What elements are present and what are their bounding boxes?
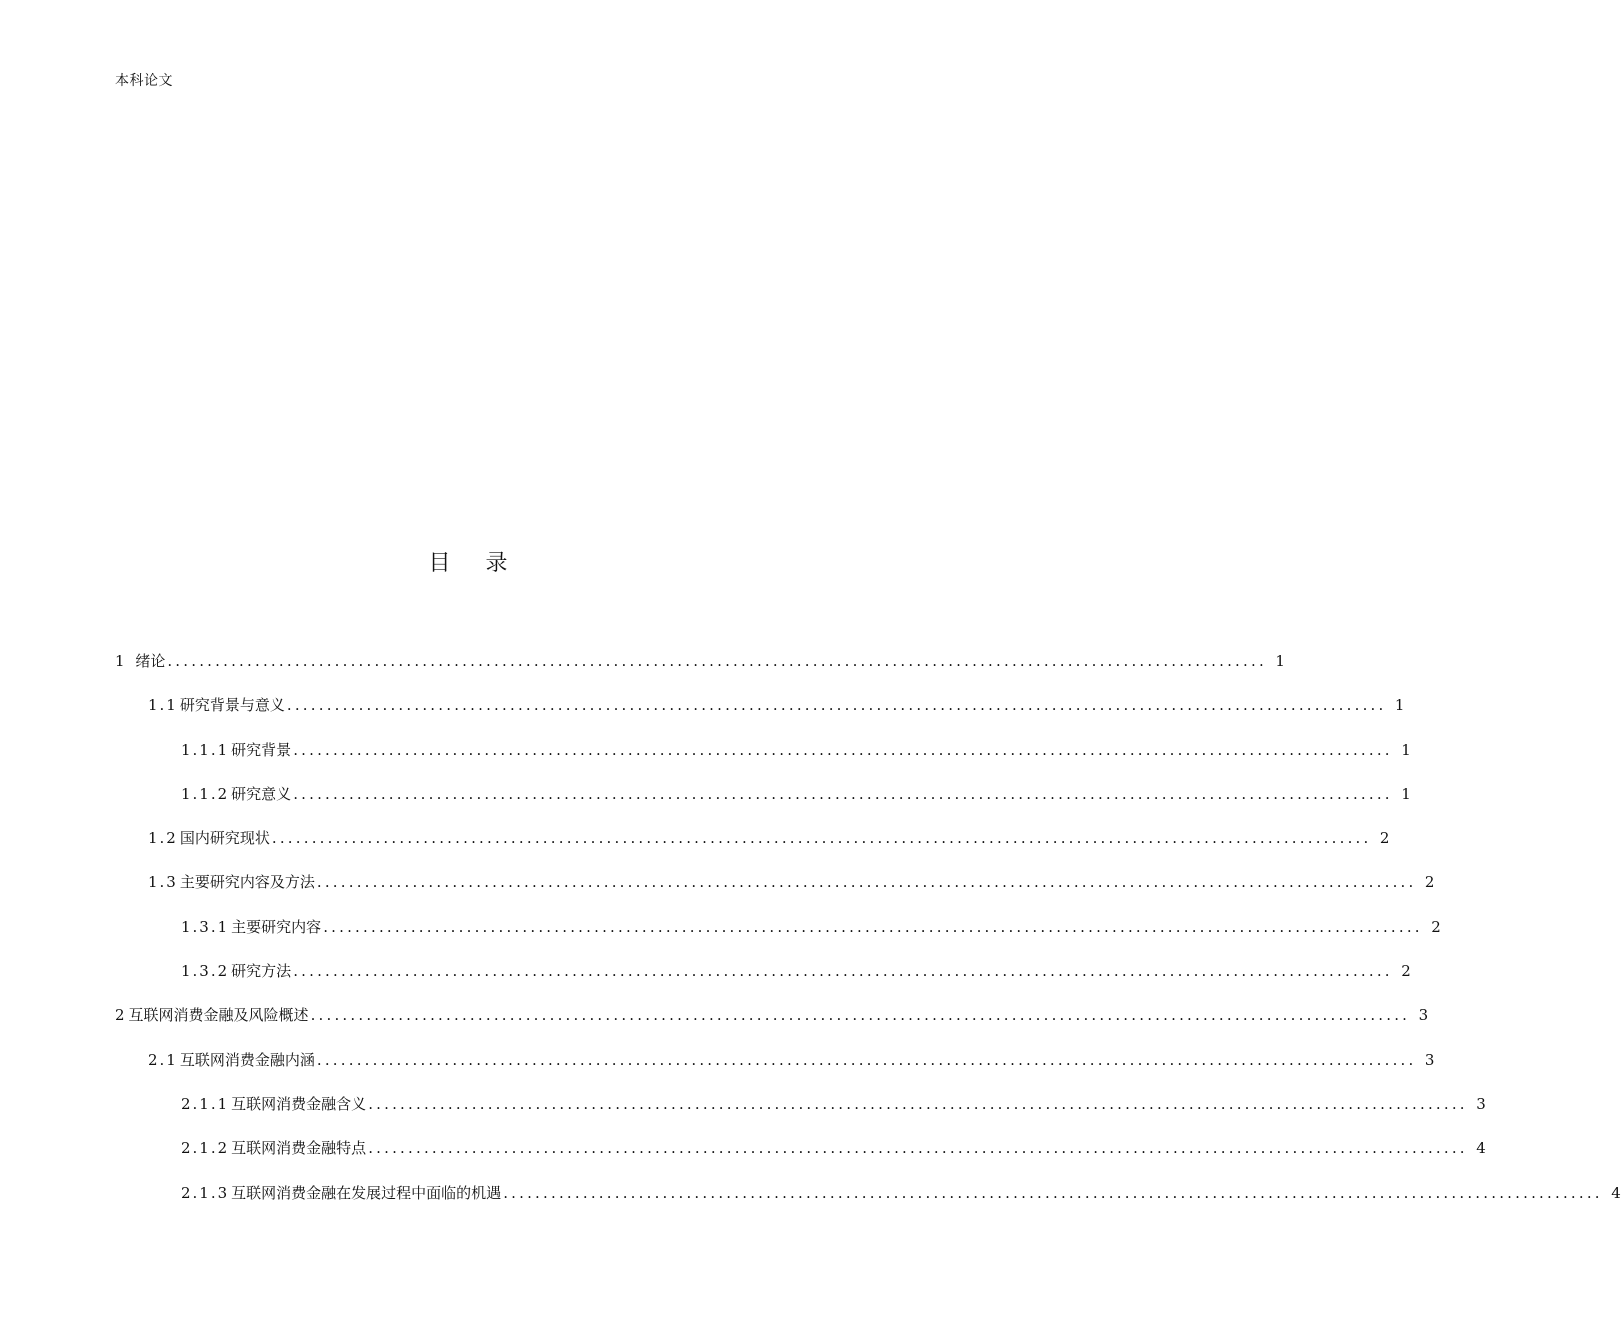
toc-dot-leader: .......................................................................................................................................... (286, 696, 1387, 715)
toc-entry-label (181, 1091, 366, 1117)
toc-entry-title: 研究背景 (231, 740, 292, 759)
toc-page-number: 1 (1401, 784, 1411, 803)
toc-entry-label (181, 781, 291, 807)
toc-dot-leader: .......................................................................................................................................... (368, 1139, 1468, 1158)
toc-entry-label (181, 914, 321, 940)
toc-page-number: 3 (1418, 1006, 1429, 1025)
toc-entry-label (148, 692, 285, 718)
toc-dot-leader: .......................................................................................................................................... (503, 1183, 1603, 1202)
toc-dot-leader: .......................................................................................................................................... (316, 873, 1417, 892)
toc-entry[interactable] (0, 1002, 1429, 1046)
toc-entry-number: 2.1.1 (181, 1094, 230, 1113)
toc-entry-title: 国内研究现状 (179, 829, 270, 848)
toc-entry-title: 主要研究内容及方法 (179, 873, 315, 892)
toc-entry-number: 1.1 (148, 696, 178, 715)
toc-entry-label (148, 869, 315, 895)
toc-page-number: 3 (1424, 1050, 1435, 1069)
toc-entry-title: 互联网消费金融特点 (231, 1139, 367, 1158)
toc-page-number: 2 (1379, 829, 1390, 848)
toc-entry-number: 1.3 (148, 873, 178, 892)
toc-entry-title: 互联网消费金融内涵 (179, 1050, 315, 1069)
running-header: 本科论文 (115, 73, 173, 89)
toc-entry[interactable] (0, 1091, 1486, 1135)
toc-dot-leader: .......................................................................................................................................... (323, 917, 1423, 936)
toc-entry-label (115, 648, 165, 674)
toc-entry-number: 1.3.2 (181, 962, 230, 981)
toc-entry-number: 2.1 (148, 1050, 178, 1069)
toc-entry-title: 研究背景与意义 (179, 696, 285, 715)
toc-entry-number: 1.2 (148, 829, 178, 848)
toc-entry-title: 研究方法 (231, 962, 292, 981)
toc-page-number: 4 (1476, 1139, 1486, 1158)
toc-dot-leader: .......................................................................................................................................... (167, 652, 1267, 670)
toc-entry[interactable] (0, 1180, 1621, 1224)
toc-entry-label (181, 737, 291, 763)
toc-entry-title: 互联网消费金融及风险概述 (128, 1006, 309, 1025)
toc-entry-label (115, 1002, 309, 1028)
toc-dot-leader: .......................................................................................................................................... (316, 1050, 1417, 1069)
toc-entry[interactable] (0, 781, 1411, 825)
toc-entry-label (148, 825, 270, 851)
toc-entry[interactable] (0, 1135, 1486, 1179)
toc-entry[interactable] (0, 958, 1411, 1002)
toc-entry-title: 互联网消费金融含义 (231, 1094, 367, 1113)
toc-title: 目 录 (428, 551, 522, 576)
toc-dot-leader: .......................................................................................................................................... (293, 740, 1393, 759)
table-of-contents (0, 648, 1621, 1224)
toc-entry-number: 1 (115, 652, 134, 670)
toc-entry[interactable] (0, 914, 1441, 958)
toc-entry[interactable] (0, 648, 1285, 692)
toc-dot-leader: .......................................................................................................................................... (271, 829, 1372, 848)
toc-page-number: 1 (1401, 740, 1411, 759)
toc-entry[interactable] (0, 869, 1435, 913)
toc-entry[interactable] (0, 825, 1390, 869)
toc-dot-leader: .......................................................................................................................................... (293, 962, 1393, 981)
toc-entry-title: 互联网消费金融在发展过程中面临的机遇 (231, 1183, 502, 1202)
toc-entry-number: 1.1.2 (181, 784, 230, 803)
toc-page-number: 1 (1394, 696, 1405, 715)
toc-entry-number: 2 (115, 1006, 127, 1025)
toc-page-number: 2 (1424, 873, 1435, 892)
toc-entry-label (148, 1047, 315, 1073)
toc-dot-leader: .......................................................................................................................................... (310, 1006, 1411, 1025)
toc-entry-title: 绪论 (135, 652, 166, 670)
toc-entry-label (181, 958, 291, 984)
toc-entry-label (181, 1180, 501, 1206)
toc-page-number: 4 (1611, 1183, 1621, 1202)
toc-entry-number: 2.1.2 (181, 1139, 230, 1158)
toc-page-number: 2 (1431, 917, 1441, 936)
toc-dot-leader: .......................................................................................................................................... (368, 1094, 1468, 1113)
toc-entry-title: 主要研究内容 (231, 917, 322, 936)
toc-entry[interactable] (0, 1047, 1435, 1091)
toc-page-number: 3 (1476, 1094, 1486, 1113)
toc-page-number: 2 (1401, 962, 1411, 981)
toc-entry-number: 2.1.3 (181, 1183, 230, 1202)
toc-entry[interactable] (0, 692, 1405, 736)
toc-entry-number: 1.3.1 (181, 917, 230, 936)
toc-entry[interactable] (0, 737, 1411, 781)
toc-entry-number: 1.1.1 (181, 740, 230, 759)
toc-entry-label (181, 1135, 366, 1161)
toc-page-number: 1 (1275, 652, 1285, 670)
toc-entry-title: 研究意义 (231, 784, 292, 803)
toc-dot-leader: .......................................................................................................................................... (293, 784, 1393, 803)
